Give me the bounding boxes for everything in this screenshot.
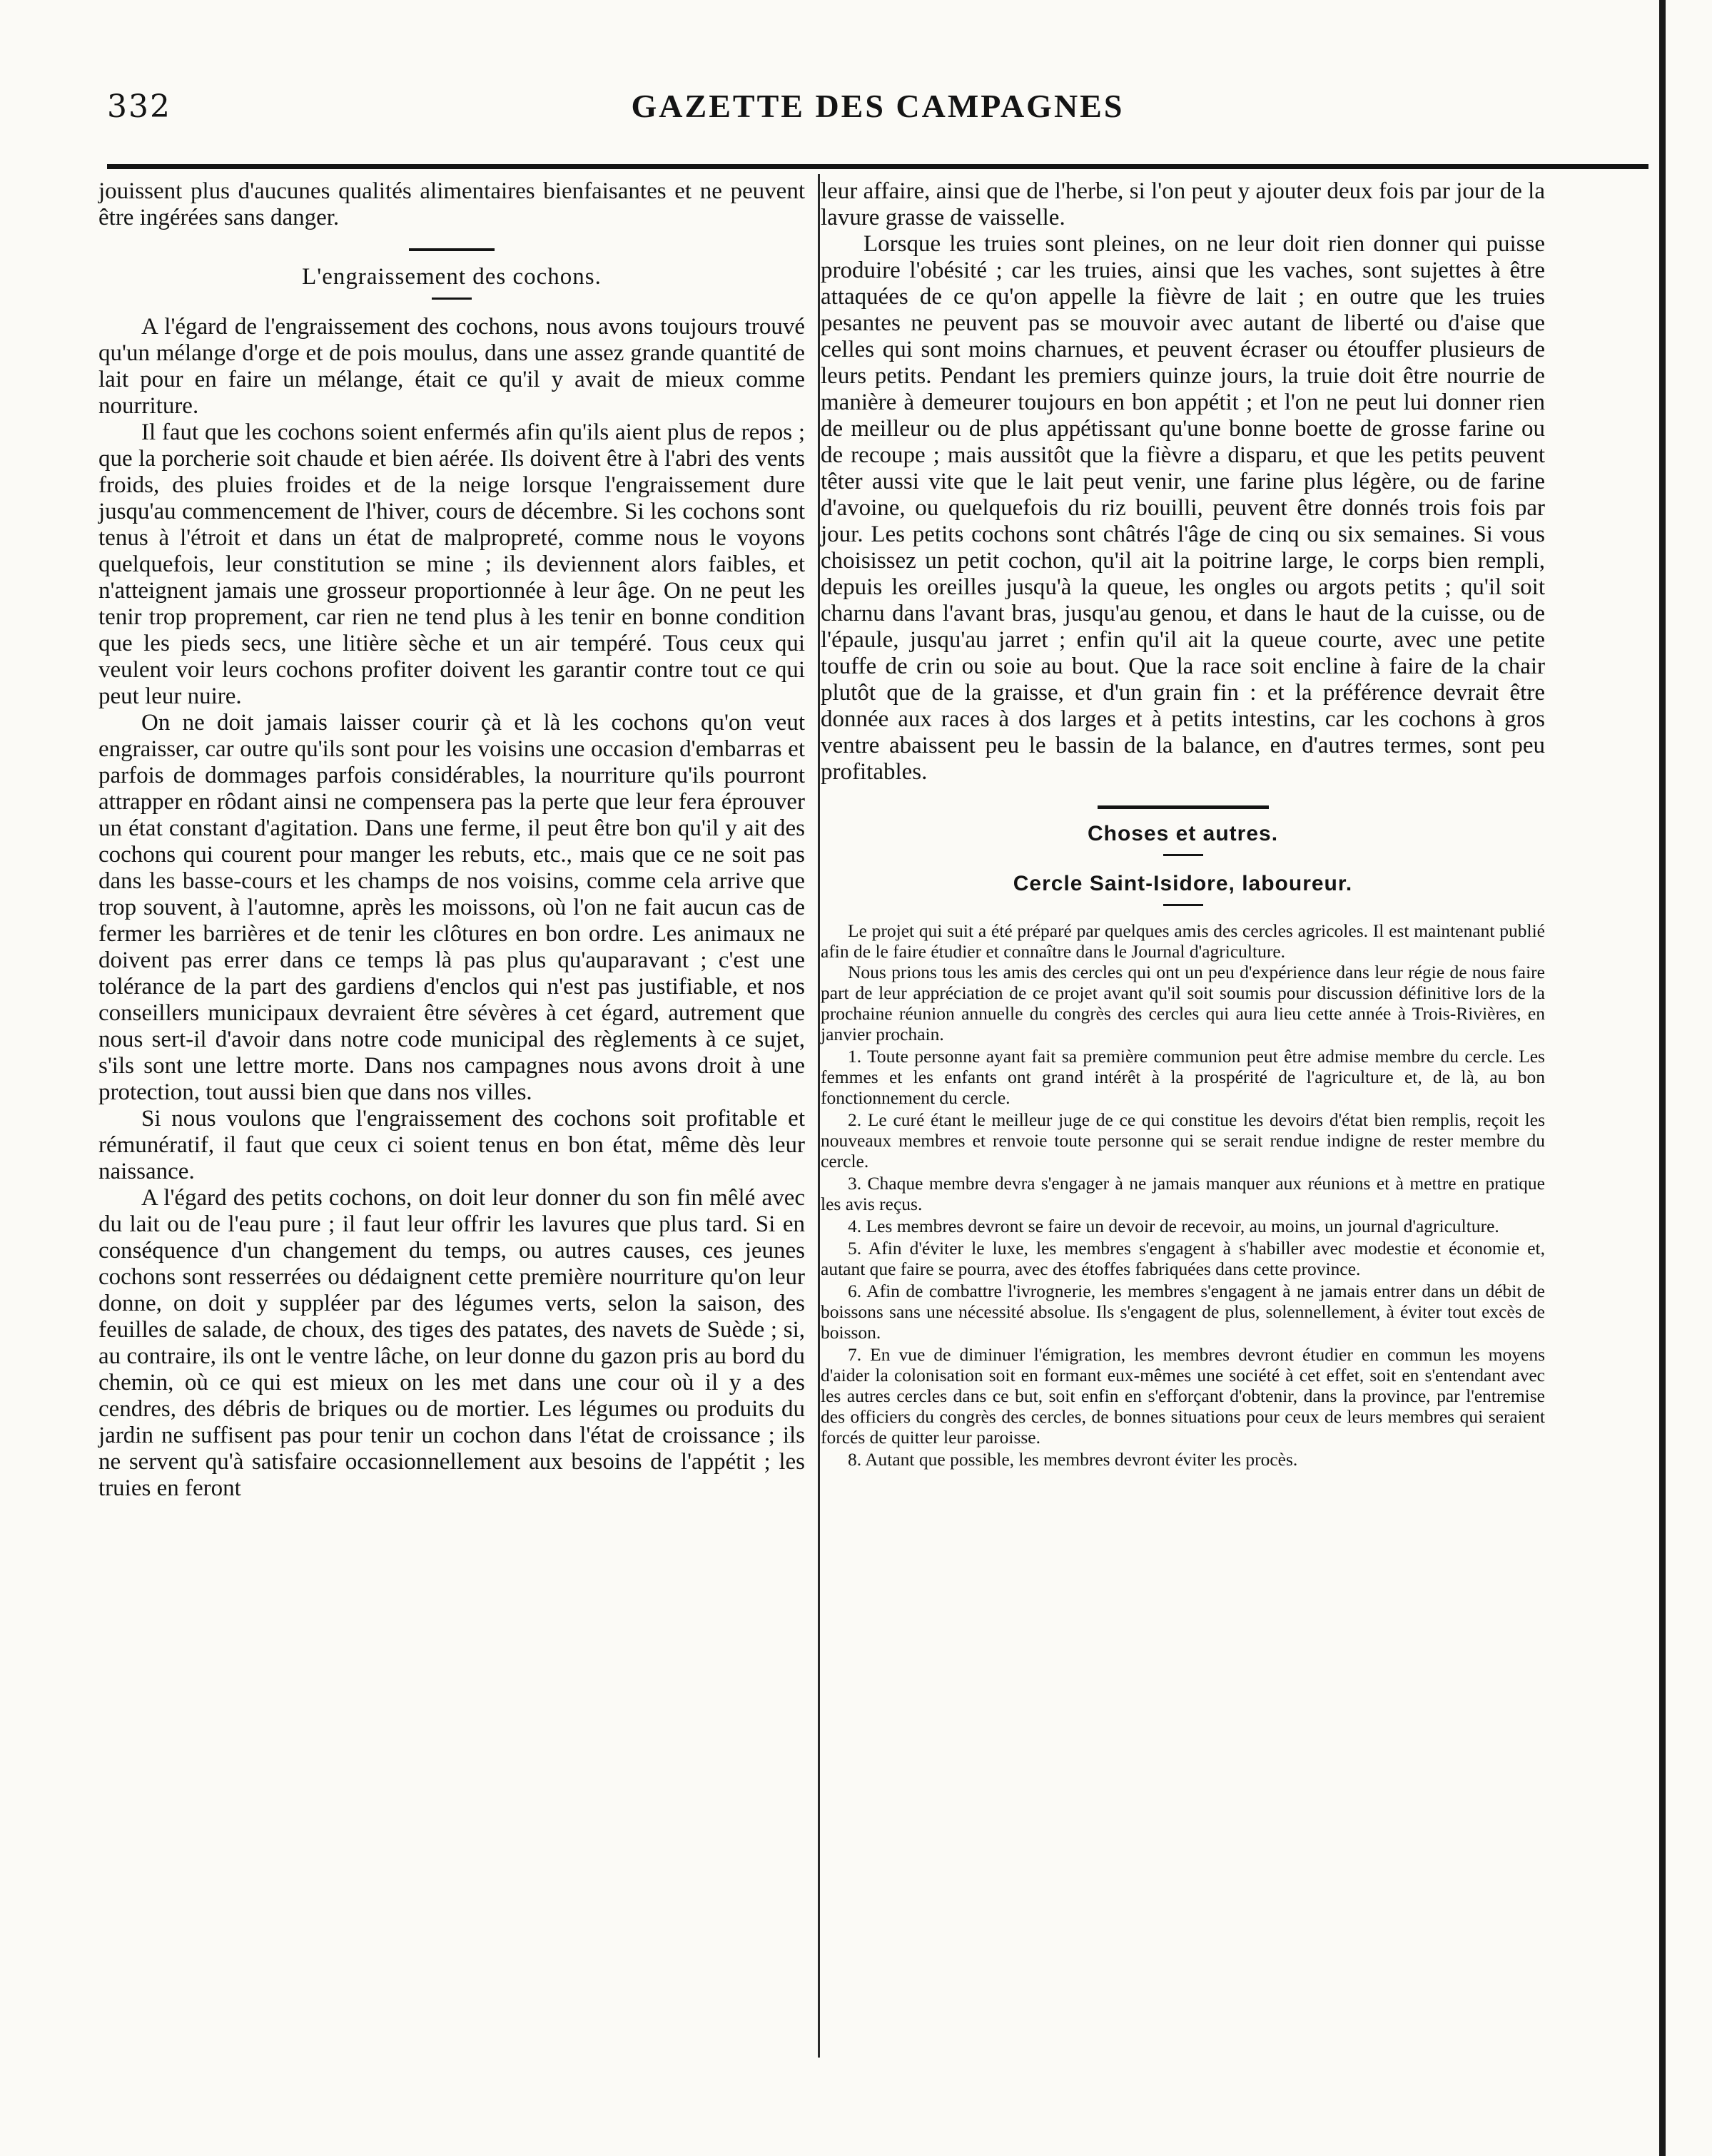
header-rule bbox=[107, 164, 1648, 169]
page-number: 332 bbox=[107, 88, 171, 125]
rule-item: 5. Afin d'éviter le luxe, les membres s'engagent à s'habiller avec modestie et économie et, autant que faire se pourra, avec des étoffes fabriquées dans cette province. bbox=[821, 1238, 1545, 1279]
rule-item: 7. En vue de diminuer l'émigration, les membres devront étudier en commun les moyens d'aider la colonisation soit en formant eux-mêmes une société à cet effet, soit en s'entendant avec les autres cercles dans ce but, soit enfin en s'efforçant d'obtenir, dans la province, par l'entremise des officiers du congrès des cercles, de bonnes situations pour ceux de leurs membres qui seraient forcés de quitter leur paroisse. bbox=[821, 1344, 1545, 1448]
right-column bbox=[821, 178, 1545, 1470]
small-paragraph: Le projet qui suit a été préparé par quelques amis des cercles agricoles. Il est maintenant publié afin de le faire étudier et connaître dans le Journal d'agriculture. bbox=[821, 920, 1545, 962]
title-dash bbox=[1163, 904, 1203, 906]
article-paragraph: Lorsque les truies sont pleines, on ne leur doit rien donner qui puisse produire l'obésité ; car les truies, ainsi que les vaches, sont sujettes à être attaquées de ce qu'on appelle la fièvre de lait ; en outre que les truies pesantes ne peuvent pas se mouvoir avec autant de liberté ou d'aise que celles qui sont moins charnues, et peuvent écraser ou étouffer plusieurs de leurs petits. Pendant les premiers quinze jours, la truie doit être nourrie de manière à demeurer toujours en bon appétit ; et l'on ne peut lui donner rien de meilleur ou de plus appétissant qu'une bonne boette de grosse farine ou de recoupe ; mais aussitôt que la fièvre a disparu, et que les petits peuvent têter aussi vite que le lait peut venir, une farine plus légère, ou de farine d'avoine, ou quelquefois du riz bouilli, peuvent être donnés trois fois par jour. Les petits cochons sont châtrés l'âge de cinq ou six semaines. Si vous choisissez un petit cochon, qu'il ait la poitrine large, le corps bien rempli, depuis les oreilles jusqu'à la queue, les ongles ou argots petits ; qu'il soit charnu dans l'avant bras, jusqu'au genou, et dans le haut de la cuisse, ou de l'épaule, jusqu'au jarret ; enfin qu'il ait la queue courte, avec une petite touffe de crin ou soie au bout. Que la race soit encline à faire de la chair plutôt que de la graisse, et d'un grain fin : et la préférence devrait être donnée aux races à dos larges et à petits intestins, car les cochons à gros ventre abaissent peu le bassin de la balance, en d'autres termes, sont peu profitables. bbox=[821, 231, 1545, 785]
column-divider bbox=[818, 174, 820, 2058]
article-paragraph: A l'égard des petits cochons, on doit leur donner du son fin mêlé avec du lait ou de l'eau pure ; il faut leur offrir les lavures que plus tard. Si en conséquence d'un changement du temps, ou autres causes, ces jeunes cochons sont resserrées ou dédaignent cette première nourriture qu'on leur donne, on doit y suppléer par des légumes verts, selon la saison, des feuilles de salade, de choux, des tiges des patates, des navets de Suède ; si, au contraire, ils ont le ventre lâche, on leur donne du gazon pris au bord du chemin, où ce qui est mieux on les met dans une cour où il y a des cendres, des débris de briques ou de mortier. Les légumes ou produits du jardin ne suffisent pas pour tenir un cochon dans l'état de croissance ; ils ne servent qu'à satisfaire occasionnellement aux besoins de l'appétit ; les truies en feront bbox=[98, 1185, 805, 1501]
article-paragraph: Si nous voulons que l'engraissement des cochons soit profitable et rémunératif, il faut que ceux ci soient tenus en bon état, même dès leur naissance. bbox=[98, 1106, 805, 1184]
article-paragraph: Il faut que les cochons soient enfermés afin qu'ils aient plus de repos ; que la porcherie soit chaude et bien aérée. Ils doivent être à l'abri des vents froids, des pluies froides et de la neige lorsque l'engraissement dure jusqu'au commencement de l'hiver, cours de décembre. Si les cochons sont tenus à l'étroit et dans un état de malpropreté, comme nous le voyons quelquefois, leur constitution se mine ; ils deviennent alors faibles, et n'atteignent jamais une grosseur proportionnée à leur âge. On ne peut les tenir trop proprement, car rien ne tend plus à les tenir en bonne condition que les pieds secs, une litière sèche et un air tempéré. Tous ceux qui veulent voir leurs cochons profiter doivent les garantir contre tout ce qui peut leur nuire. bbox=[98, 419, 805, 709]
rule-item: 1. Toute personne ayant fait sa première communion peut être admise membre du cercle. Les femmes et les enfants ont grand intérêt à la prospérité de l'agriculture et, de là, au bon fonctionnement du cercle. bbox=[821, 1046, 1545, 1108]
article-paragraph: leur affaire, ainsi que de l'herbe, si l'on peut y ajouter deux fois par jour de la lavure grasse de vaisselle. bbox=[821, 178, 1545, 230]
small-paragraph: Nous prions tous les amis des cercles qui ont un peu d'expérience dans leur régie de nous faire part de leur appréciation de ce projet avant qu'il soit soumis pour discussion définitive lors de la prochaine réunion annuelle du congrès des cercles qui aura lieu cette année à Trois-Rivières, en janvier prochain. bbox=[821, 962, 1545, 1044]
article-paragraph: A l'égard de l'engraissement des cochons, nous avons toujours trouvé qu'un mélange d'orge et de pois moulus, dans une assez grande quantité de lait pour en faire un mélange, était ce qu'il y avait de mieux comme nourriture. bbox=[98, 314, 805, 419]
subsection-title: Cercle Saint-Isidore, laboureur. bbox=[1013, 872, 1353, 895]
intro-paragraph: jouissent plus d'aucunes qualités alimentaires bienfaisantes et ne peuvent être ingérées sans danger. bbox=[98, 178, 805, 230]
section-title: L'engraissement des cochons. bbox=[302, 264, 602, 290]
left-column bbox=[98, 178, 805, 1502]
rule-item: 6. Afin de combattre l'ivrognerie, les membres s'engagent à ne jamais entrer dans un débit de boissons sans une nécessité absolue. Ils s'engagent de plus, solennellement, à éviter tout excès de boisson. bbox=[821, 1281, 1545, 1343]
scan-edge bbox=[1659, 0, 1666, 2156]
section-title: Choses et autres. bbox=[1087, 822, 1279, 845]
small-print-section bbox=[821, 920, 1545, 1470]
title-dash bbox=[1163, 854, 1203, 856]
rule-item: 2. Le curé étant le meilleur juge de ce qui constitue les devoirs d'état bien remplis, reçoit les nouveaux membres et renvoie toute personne qui se serait rendue indigne de rester membre du cercle. bbox=[821, 1109, 1545, 1171]
article-paragraph: On ne doit jamais laisser courir çà et là les cochons qu'on veut engraisser, car outre qu'ils sont pour les voisins une occasion d'embarras et parfois de dommages parfois considérables, la nourriture qu'ils pourront attrapper en rôdant ainsi ne compensera pas la perte que leur fera éprouver un état constant d'agitation. Dans une ferme, il peut être bon qu'il y ait des cochons qui courent pour manger les rebuts, etc., mais que ce ne soit pas dans les basse-cours et les champs de nos voisins, comme cela arrive que trop souvent, à l'automne, après les moissons, où l'on ne fait aucun cas de fermer les barrières et de tenir les clôtures en bon ordre. Les animaux ne doivent pas errer dans ce temps là pas plus qu'auparavant ; c'est une tolérance de la part des gardiens d'enclos qui n'est pas justifiable, et nos conseillers municipaux devraient être sévères à cet égard, autrement que nous sert-il d'avoir dans notre code municipal des règlements à ce sujet, s'ils sont une lettre morte. Dans nos campagnes nous avons droit à une protection, tout aussi bien que dans nos villes. bbox=[98, 710, 805, 1105]
rule-item: 4. Les membres devront se faire un devoir de recevoir, au moins, un journal d'agriculture. bbox=[848, 1216, 1499, 1236]
rule-item: 3. Chaque membre devra s'engager à ne jamais manquer aux réunions et à mettre en pratique les avis reçus. bbox=[821, 1173, 1545, 1214]
section-rule bbox=[409, 248, 495, 251]
section-rule bbox=[1098, 805, 1269, 809]
rule-item: 8. Autant que possible, les membres devront éviter les procès. bbox=[848, 1449, 1298, 1470]
running-title: GAZETTE DES CAMPAGNES bbox=[631, 88, 1125, 124]
title-dash bbox=[432, 298, 472, 300]
page-header bbox=[107, 84, 1648, 134]
